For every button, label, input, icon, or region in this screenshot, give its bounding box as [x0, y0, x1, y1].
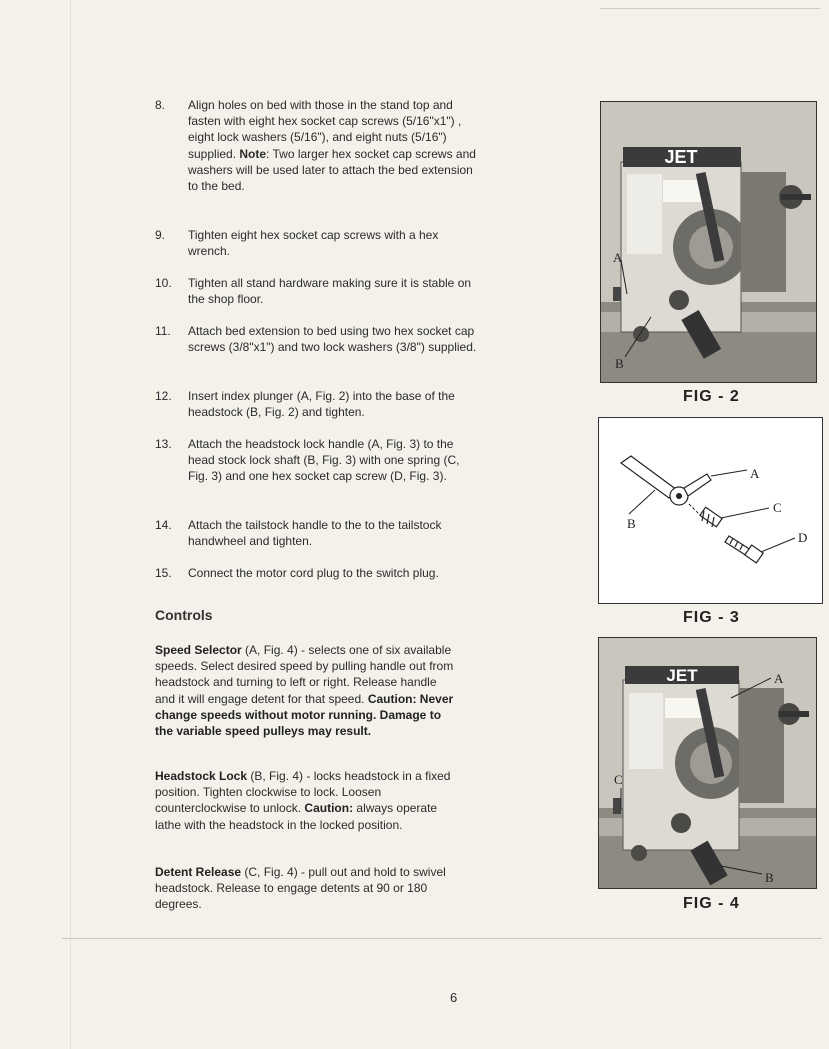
jet-logo: JET	[666, 666, 698, 685]
step-number: 12.	[155, 389, 172, 403]
callout-c: C	[614, 772, 623, 787]
speed-selector-paragraph: Speed Selector (A, Fig. 4) - selects one of six available speeds. Select desired speed by pulling handle out from headstock and turning to left or right. Release handle and it will engage detent for that speed. Caution: Never change speeds without motor running. Damage to the variable speed pulleys may result.	[155, 643, 454, 739]
figure-4-lathe-photo	[599, 638, 816, 888]
step-text: Connect the motor cord plug to the switch plug.	[188, 566, 439, 580]
step-text: Tighten eight hex socket cap screws with a hex wrench.	[188, 228, 439, 259]
step-number: 10.	[155, 276, 172, 290]
detent-release-label: Detent Release	[155, 865, 242, 879]
callout-c: C	[773, 500, 782, 515]
figure-3-exploded-diagram	[599, 418, 822, 603]
step-number: 9.	[155, 228, 166, 242]
step-number: 14.	[155, 518, 172, 532]
step-text: Attach the headstock lock handle (A, Fig. 3) to the head stock lock shaft (B, Fig. 3) with one spring (C, Fig. 3) and one hex socket cap screw (D, Fig. 3).	[188, 437, 460, 484]
headstock-lock-paragraph: Headstock Lock (B, Fig. 4) - locks headstock in a fixed position. Tighten clockwise to lock. Loosen counterclockwise to unlock. Caution: always operate lathe with the headstock in the locked position.	[155, 769, 451, 832]
figure-2-caption: FIG - 2	[683, 388, 740, 405]
callout-a: A	[774, 671, 784, 686]
callout-a: A	[750, 466, 760, 481]
headstock-lock-caution-label: Caution:	[304, 801, 354, 816]
figure-4-box	[598, 637, 817, 889]
figure-2-box	[600, 101, 817, 383]
step-text: Attach the tailstock handle to the to the tailstock handwheel and tighten.	[188, 518, 442, 549]
page-number: 6	[450, 990, 458, 1005]
step-number: 8.	[155, 98, 166, 112]
detent-release-paragraph: Detent Release (C, Fig. 4) - pull out and hold to swivel headstock. Release to engage detents at 90 or 180 degrees.	[155, 865, 446, 912]
figure-3-caption: FIG - 3	[683, 609, 740, 626]
step-text: Insert index plunger (A, Fig. 2) into the base of the headstock (B, Fig. 2) and tighten.	[188, 389, 455, 420]
note-label: Note	[239, 146, 267, 161]
callout-d: D	[798, 530, 808, 545]
step-number: 11.	[155, 324, 171, 338]
callout-b: B	[627, 516, 636, 531]
controls-heading: Controls	[155, 607, 213, 623]
step-text: Align holes on bed with those in the stand top and fasten with eight hex socket cap screws (5/16"x1") , eight lock washers (5/16"), and eight nuts (5/16") supplied. Note: Two larger hex socket cap screws and washers will be used later to attach the bed extension to the bed.	[188, 98, 476, 194]
headstock-lock-label: Headstock Lock	[155, 769, 248, 783]
figure-4-caption: FIG - 4	[683, 895, 740, 912]
figure-3-box	[598, 417, 823, 604]
step-number: 15.	[155, 566, 172, 580]
step-text: Tighten all stand hardware making sure it is stable on the shop floor.	[188, 276, 472, 307]
callout-b: B	[765, 870, 774, 885]
callout-b: B	[615, 356, 624, 371]
bottom-rule	[62, 938, 822, 939]
scan-artifact-margin	[70, 0, 71, 1049]
jet-logo: JET	[664, 147, 698, 167]
speed-selector-label: Speed Selector	[155, 643, 242, 657]
speed-selector-caution: Caution: Never change speeds without motor running. Damage to the variable speed pulleys may result.	[155, 691, 454, 739]
step-text: Attach bed extension to bed using two hex socket cap screws (3/8"x1") and two lock washers (3/8") supplied.	[188, 324, 477, 355]
step-number: 13.	[155, 437, 172, 451]
figure-2-lathe-photo	[601, 102, 816, 382]
scan-artifact-line	[600, 8, 820, 9]
callout-a: A	[613, 250, 623, 265]
